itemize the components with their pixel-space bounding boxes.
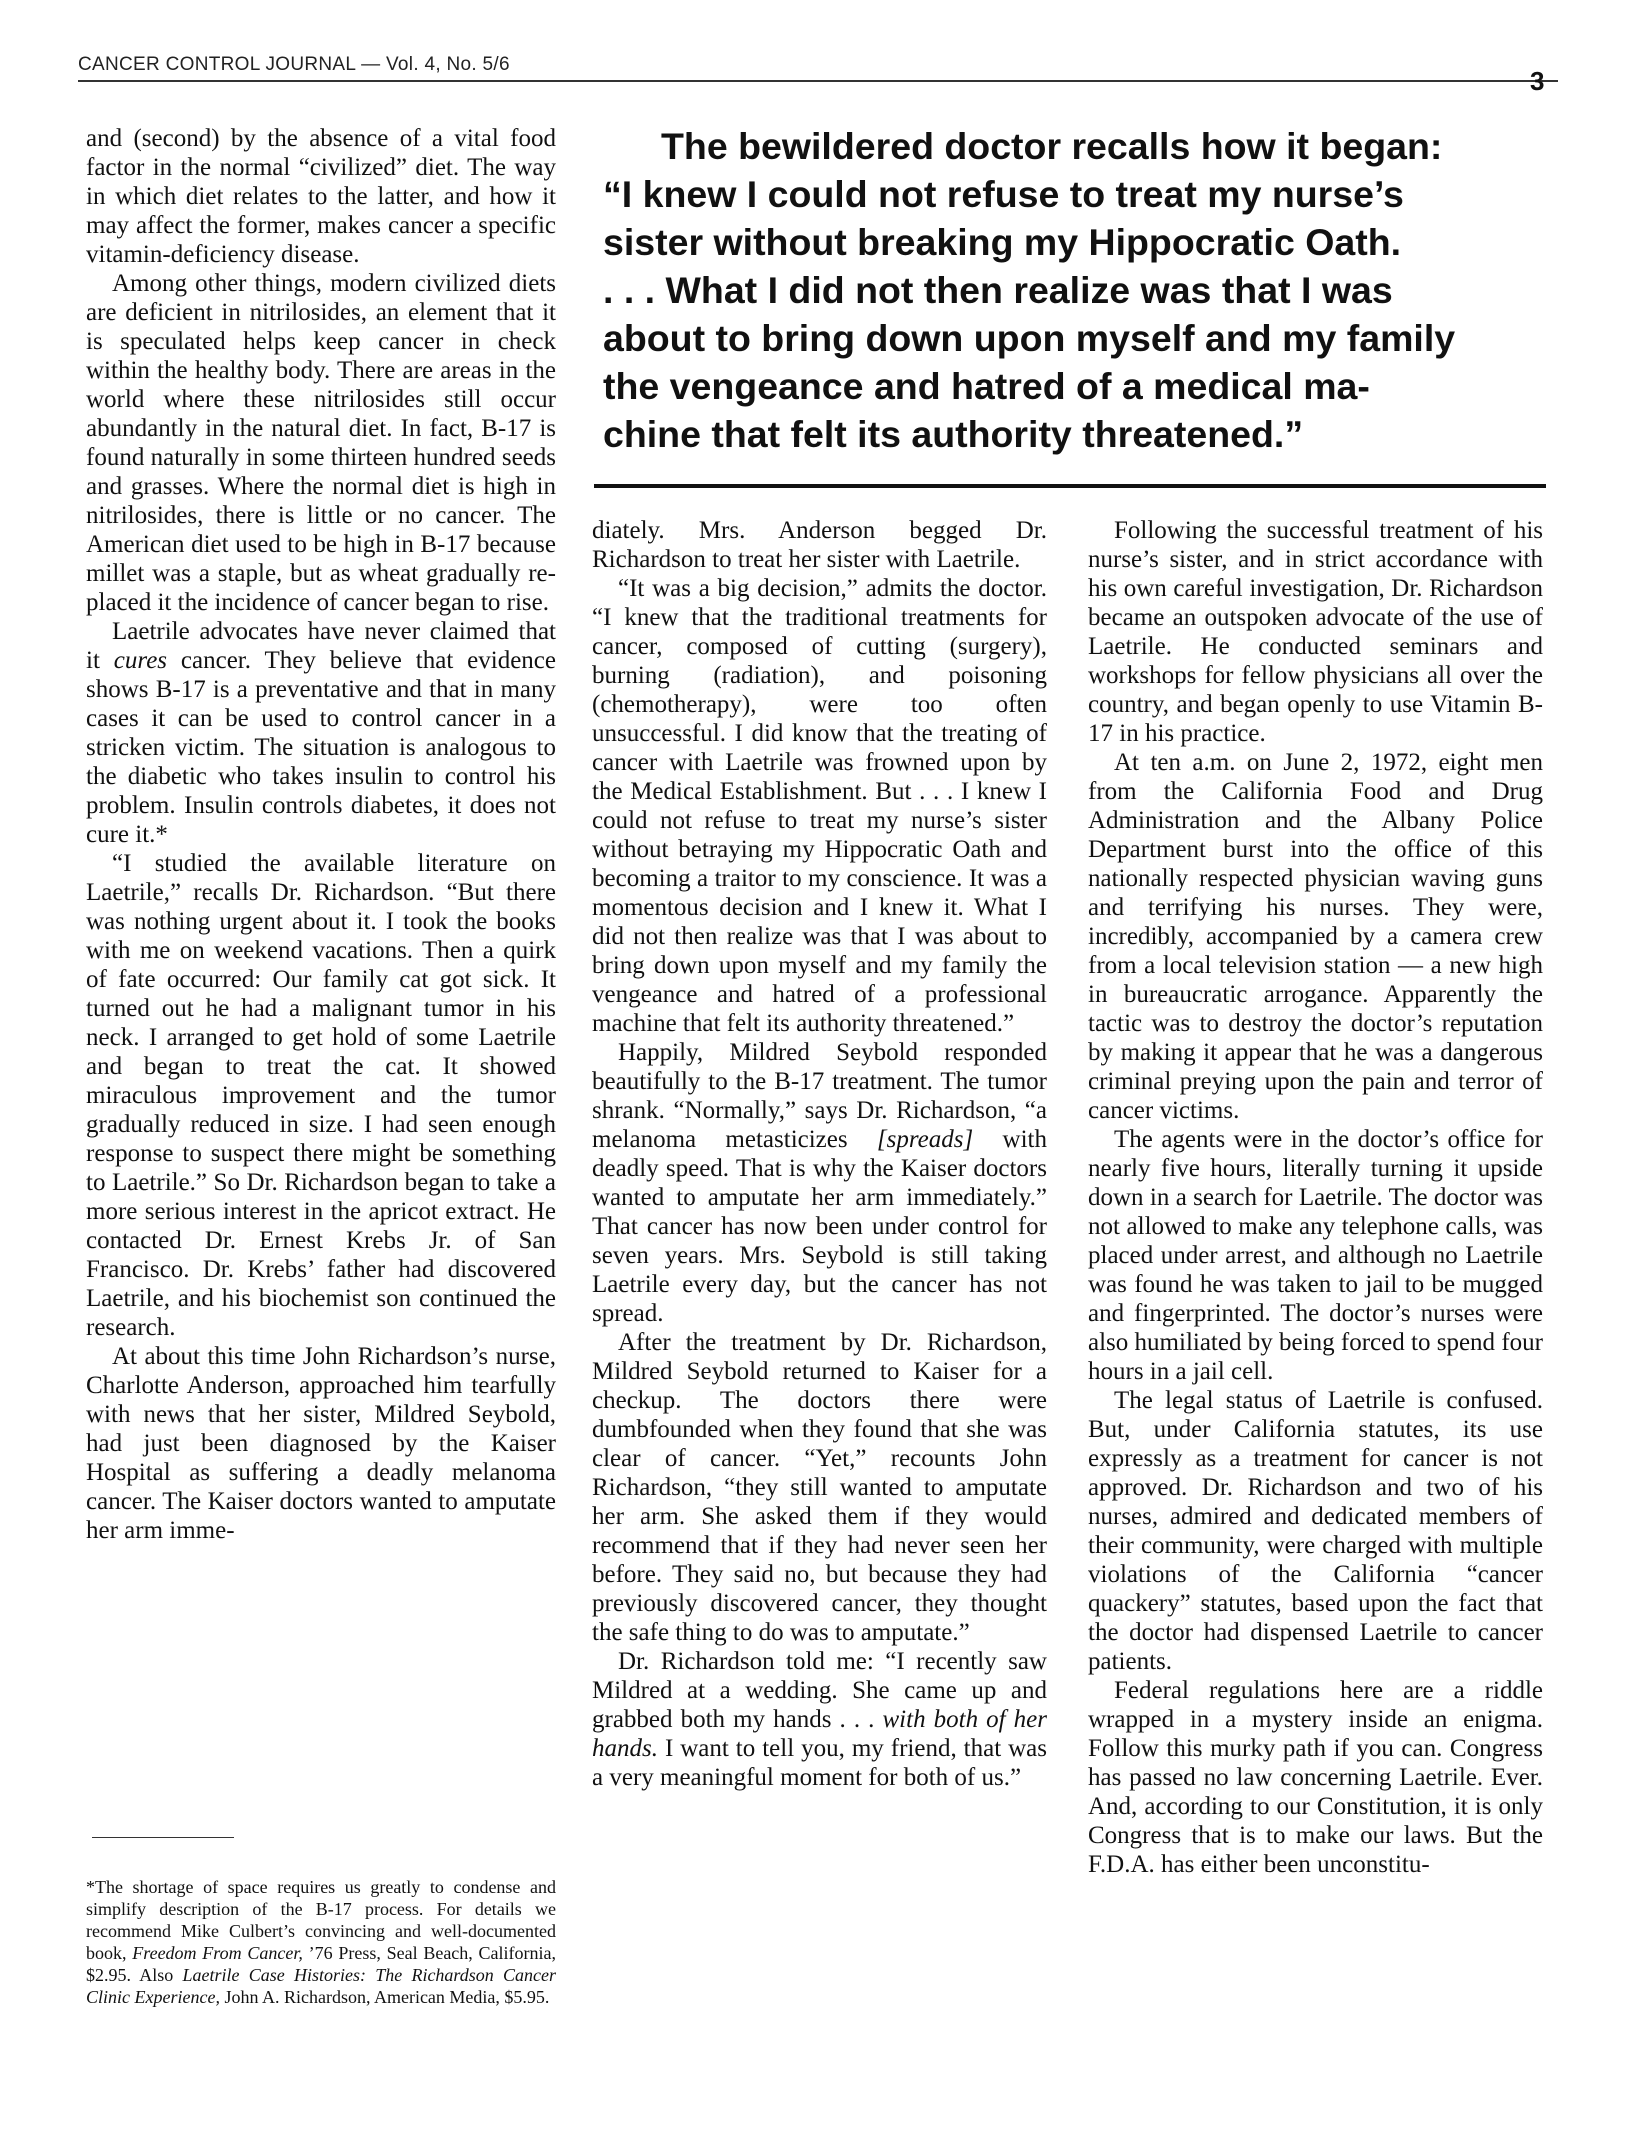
pull-quote-line: the vengeance and hatred of a medical ma-: [603, 365, 1370, 407]
paragraph: After the treatment by Dr. Richardson, Mildred Seybold returned to Kaiser for a checkup. The doctors there were dumbfounded when they found that she was clear of cancer. “Yet,” recounts John Richardson, “they still wanted to amputate her arm. She asked them if they would recommend that if they had never seen her before. They said no, but because they had previously discovered cancer, they thought the safe thing to do was to amputate.”: [592, 1329, 1047, 1646]
paragraph: diately. Mrs. Anderson begged Dr. Richardson to treat her sister with Laetrile.: [592, 517, 1047, 573]
text-run: Laetrile advocates have never claimed that it: [86, 618, 556, 674]
column-right: [1088, 516, 1543, 1879]
pull-quote-line: sister without breaking my Hippocratic Oath.: [603, 221, 1402, 263]
paragraph: [592, 1038, 1047, 1328]
header-rule: [78, 80, 1558, 82]
paragraph: Federal regulations here are a riddle wrapped in a mystery inside an enigma. Follow this murky path if you can. Congress has passed no law concerning Laetrile. Ever. And, according to our Constitution, it is only Congress that is to make our laws. But the F.D.A. has either been unconstitu-: [1088, 1677, 1543, 1878]
pull-quote-line: “I knew I could not refuse to treat my nurse’s: [603, 173, 1404, 215]
column-left: [86, 124, 556, 1545]
pull-quote-line: . . . What I did not then realize was that I was: [603, 269, 1393, 311]
paragraph: [86, 617, 556, 849]
paragraph: “I studied the available literature on Laetrile,” recalls Dr. Richardson. “But there was nothing urgent about it. I took the books with me on weekend vacations. Then a quirk of fate occurred: Our family cat got sick. It turned out he had a malignant tumor in his neck. I arranged to get hold of some Laetrile and began to treat the cat. It showed miraculous improvement and the tumor gradually reduced in size. I had seen enough response to suspect there might be something to Laetrile.” So Dr. Richardson began to take a more serious interest in the apricot extract. He contacted Dr. Ernest Krebs Jr. of San Francisco. Dr. Krebs’ father had discovered Laetrile, and his biochemist son continued the research.: [86, 850, 556, 1341]
column-middle: [592, 516, 1047, 1792]
paragraph: and (second) by the absence of a vital food factor in the normal “civilized” diet. The way in which diet relates to the latter, and how it may affect the former, makes cancer a specific vitamin-deficiency disease.: [86, 125, 556, 268]
text-run: Happily, Mildred Seybold responded beautifully to the B-17 treatment. The tumor shrank. “Normally,” says Dr. Richardson, “a melanoma metasticizes: [592, 1039, 1047, 1153]
page-number: 3: [1530, 66, 1545, 96]
text-run: Dr. Richardson told me: “I recently saw Mildred at a wedding. She came up and grabbed both my hands . . .: [592, 1648, 1047, 1733]
footnote-rule: [92, 1837, 234, 1838]
text-run: with deadly speed. That is why the Kaiser doctors wanted to amputate her arm immediately.” That cancer has now been under control for seven years. Mrs. Seybold is still taking Laetrile every day, but the cancer has not spread.: [592, 1126, 1048, 1327]
emphasis: cures: [113, 647, 168, 674]
paragraph: The agents were in the doctor’s office for nearly five hours, literally turning it upside down in a search for Laetrile. The doctor was not allowed to make any telephone calls, was placed under arrest, and although no Laetrile was found he was taken to jail to be mugged and fingerprinted. The doctor’s nurses were also humiliated by being forced to spend four hours in a jail cell.: [1088, 1126, 1543, 1385]
pull-quote-line: about to bring down upon myself and my family: [603, 317, 1456, 359]
book-title: Freedom From Cancer,: [132, 1943, 303, 1963]
paragraph: At ten a.m. on June 2, 1972, eight men from the California Food and Drug Administration and the Albany Police Department burst into the office of this nationally respected physician waving guns and terrifying his nurses. They were, incredibly, accompanied by a camera crew from a local television station — a new high in bureaucratic arrogance. Apparently the tactic was to destroy the doctor’s reputation by making it appear that he was a dangerous criminal preying upon the pain and terror of cancer victims.: [1088, 749, 1543, 1124]
paragraph: The legal status of Laetrile is confused. But, under California statutes, its use expressly as a treatment for cancer is not approved. Dr. Richardson and two of his nurses, admired and dedicated members of their community, were charged with multiple violations of the California “cancer quackery” statutes, based upon the fact that the doctor had dispensed Laetrile to cancer patients.: [1088, 1387, 1543, 1675]
pull-quote-rule: [594, 484, 1546, 488]
paragraph: Following the successful treatment of his nurse’s sister, and in strict accordance with his own careful investigation, Dr. Richardson became an outspoken advocate of the use of Laetrile. He conducted seminars and workshops for fellow physicians all over the country, and began openly to use Vitamin B-17 in his practice.: [1088, 517, 1543, 747]
pull-quote-line: The bewildered doctor recalls how it began:: [661, 125, 1443, 167]
text-run: John A. Richardson, American Media, $5.95.: [219, 1987, 550, 2007]
text-run: ’76 Press, Seal Beach, California, $2.95. Also: [86, 1943, 557, 1985]
paragraph: At about this time John Richardson’s nurse, Charlotte Anderson, approached him tearfully with news that her sister, Mildred Seybold, had just been diagnosed by the Kaiser Hospital as suffering a deadly melanoma cancer. The Kaiser doctors wanted to amputate her arm imme-: [86, 1343, 556, 1544]
book-title: Laetrile Case Histories: The Richardson Cancer Clinic Experience,: [86, 1965, 556, 2007]
footnote: [86, 1876, 556, 2008]
pull-quote: [603, 122, 1548, 458]
pull-quote-line: chine that felt its authority threatened.”: [603, 413, 1304, 455]
emphasis: [spreads]: [876, 1126, 974, 1153]
paragraph: “It was a big decision,” admits the doctor. “I knew that the traditional treatments for cancer, composed of cutting (surgery), burning (radiation), and poisoning (chemotherapy), were too often unsuccessful. I did know that the treating of cancer with Laetrile was frowned upon by the Medical Establishment. But . . . I knew I could not refuse to treat my nurse’s sister without betraying my Hippocratic Oath and becoming a traitor to my conscience. It was a momentous decision and I knew it. What I did not then realize was that I was about to bring down upon myself and my family the vengeance and hatred of a professional machine that felt its authority threatened.”: [592, 575, 1047, 1037]
paragraph: [592, 1647, 1047, 1792]
text-run: cancer. They believe that evidence shows B-17 is a preventative and that in many cases it can be used to control cancer in a stricken victim. The situation is analogous to the diabetic who takes insulin to control his problem. Insulin controls diabetes, it does not cure it.*: [86, 647, 556, 848]
running-head: CANCER CONTROL JOURNAL — Vol. 4, No. 5/6: [78, 54, 510, 75]
text-run: *The shortage of space requires us greatly to condense and simplify description of the B-17 process. For details we recommend Mike Culbert’s convincing and well-documented book,: [86, 1877, 556, 1963]
emphasis: with both of her hands.: [592, 1706, 1047, 1762]
paragraph: Among other things, modern civilized diets are deficient in nitrilosides, an element that it is speculated helps keep cancer in check within the healthy body. There are areas in the world where these nitrilosides still occur abundantly in the natural diet. In fact, B-17 is found naturally in some thirteen hundred seeds and grasses. Where the normal diet is high in nitrilosides, there is little or no cancer. The American diet used to be high in B-17 because millet was a staple, but as wheat gradually replaced it the incidence of cancer began to rise.: [86, 270, 556, 616]
text-run: I want to tell you, my friend, that was a very meaningful moment for both of us.”: [592, 1735, 1047, 1791]
